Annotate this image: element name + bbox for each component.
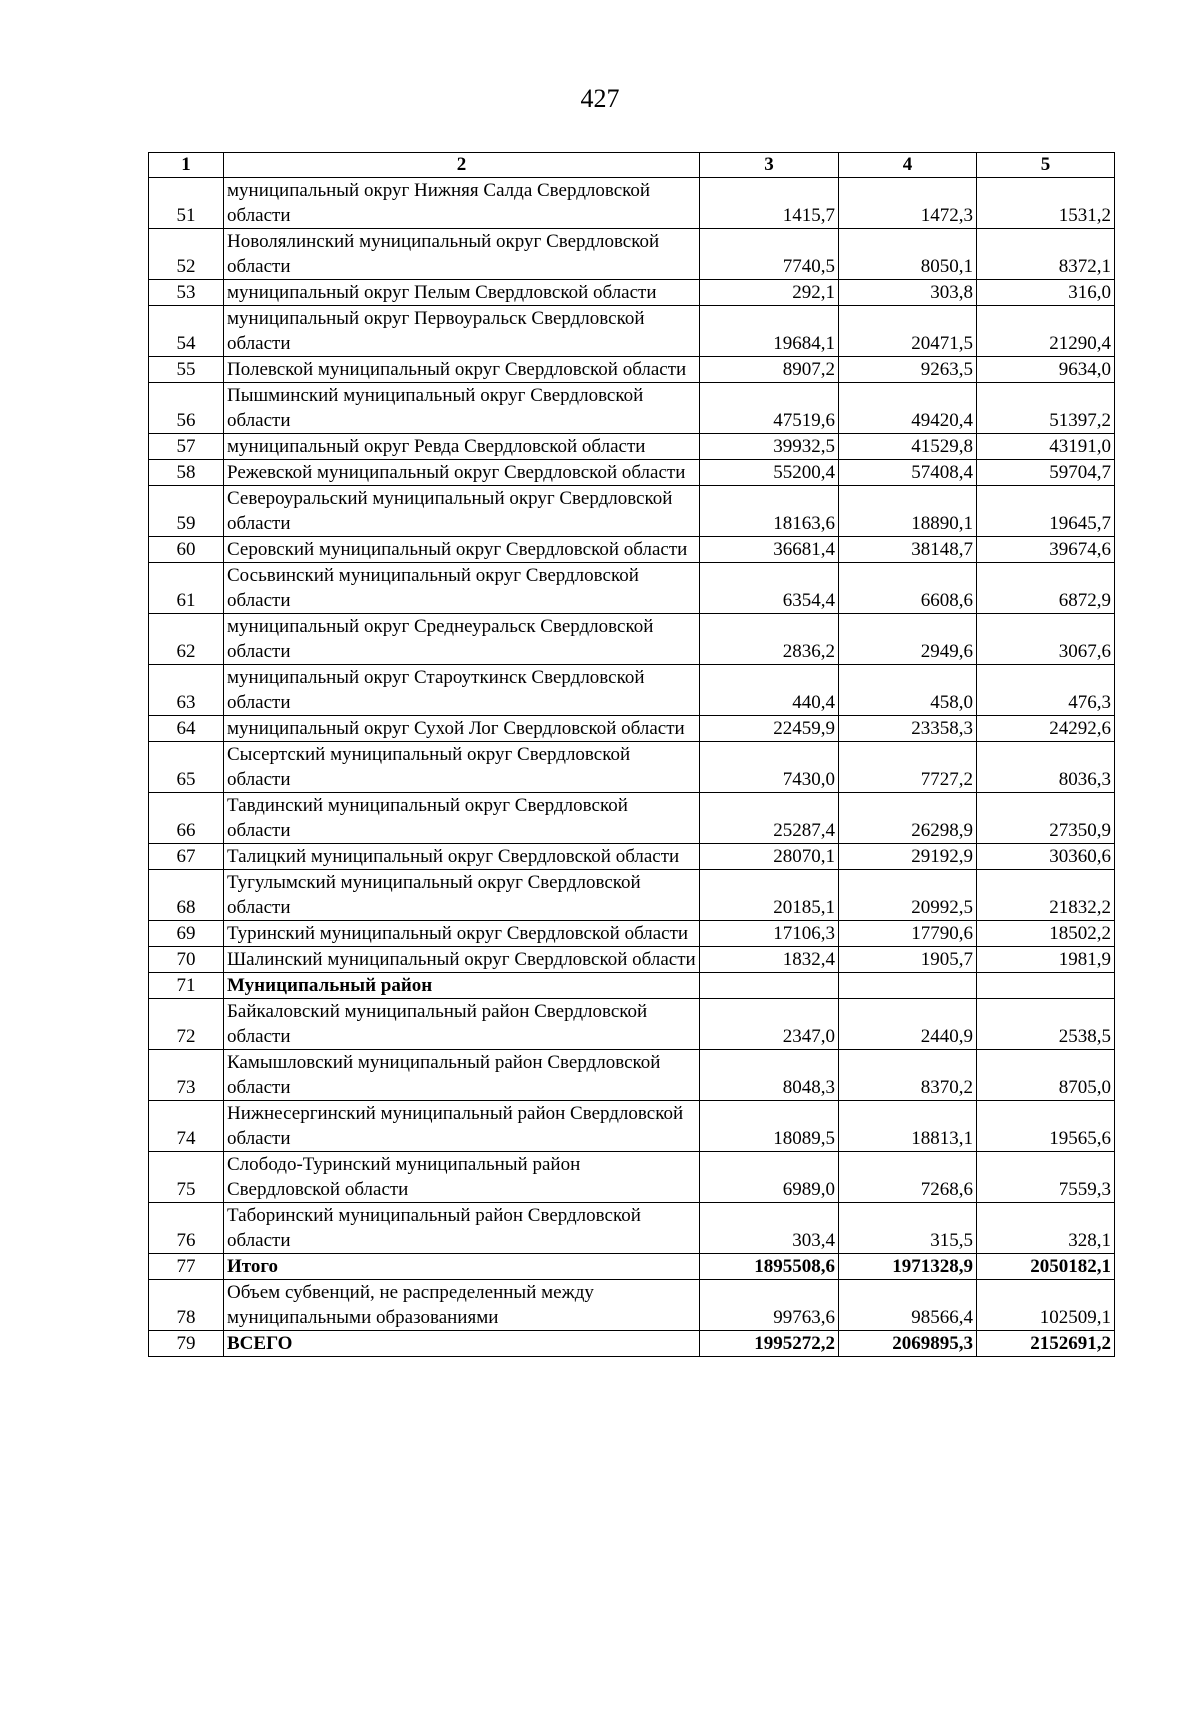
value-col4: 41529,8 [839, 434, 977, 460]
municipality-name: Сысертский муниципальный округ Свердловской области [224, 742, 700, 793]
value-col4: 1472,3 [839, 178, 977, 229]
value-col3: 25287,4 [700, 793, 839, 844]
municipality-name: Полевской муниципальный округ Свердловской области [224, 357, 700, 383]
municipality-name: Муниципальный район [224, 973, 700, 999]
table-row [149, 947, 1115, 973]
value-col4: 20471,5 [839, 306, 977, 357]
value-col5: 21832,2 [977, 870, 1115, 921]
row-number: 73 [149, 1050, 224, 1101]
row-number: 57 [149, 434, 224, 460]
table-row [149, 1280, 1115, 1331]
table-row [149, 357, 1115, 383]
municipality-name: муниципальный округ Сухой Лог Свердловской области [224, 716, 700, 742]
table-row [149, 665, 1115, 716]
value-col5: 27350,9 [977, 793, 1115, 844]
table-row [149, 434, 1115, 460]
municipality-name: Байкаловский муниципальный район Свердловской области [224, 999, 700, 1050]
value-col5: 8705,0 [977, 1050, 1115, 1101]
value-col3: 18163,6 [700, 486, 839, 537]
row-number: 62 [149, 614, 224, 665]
municipality-name: Режевской муниципальный округ Свердловской области [224, 460, 700, 486]
value-col4: 49420,4 [839, 383, 977, 434]
column-header: 2 [224, 153, 700, 178]
value-col5: 3067,6 [977, 614, 1115, 665]
value-col5: 6872,9 [977, 563, 1115, 614]
row-number: 71 [149, 973, 224, 999]
row-number: 77 [149, 1254, 224, 1280]
value-col5: 7559,3 [977, 1152, 1115, 1203]
table-row [149, 229, 1115, 280]
value-col4: 2949,6 [839, 614, 977, 665]
municipality-name: Новолялинский муниципальный округ Свердловской области [224, 229, 700, 280]
value-col3: 6354,4 [700, 563, 839, 614]
table-row [149, 1101, 1115, 1152]
table-row [149, 1203, 1115, 1254]
row-number: 69 [149, 921, 224, 947]
row-number: 78 [149, 1280, 224, 1331]
value-col5: 1531,2 [977, 178, 1115, 229]
table-body [149, 178, 1115, 1357]
table-row [149, 178, 1115, 229]
page-number: 427 [580, 84, 620, 113]
value-col5: 51397,2 [977, 383, 1115, 434]
value-col4: 8050,1 [839, 229, 977, 280]
municipality-name: ВСЕГО [224, 1331, 700, 1357]
value-col4 [839, 973, 977, 999]
value-col4: 17790,6 [839, 921, 977, 947]
row-number: 52 [149, 229, 224, 280]
table-row [149, 280, 1115, 306]
row-number: 53 [149, 280, 224, 306]
value-col5: 9634,0 [977, 357, 1115, 383]
value-col4: 18890,1 [839, 486, 977, 537]
table-row [149, 460, 1115, 486]
value-col3: 39932,5 [700, 434, 839, 460]
municipality-name: Талицкий муниципальный округ Свердловской области [224, 844, 700, 870]
value-col5: 21290,4 [977, 306, 1115, 357]
value-col3: 7430,0 [700, 742, 839, 793]
table-row [149, 742, 1115, 793]
value-col5: 8372,1 [977, 229, 1115, 280]
value-col3: 2347,0 [700, 999, 839, 1050]
table-row [149, 1331, 1115, 1357]
table-header-row [149, 153, 1115, 178]
column-header: 4 [839, 153, 977, 178]
row-number: 79 [149, 1331, 224, 1357]
table-row [149, 921, 1115, 947]
municipality-name: муниципальный округ Пелым Свердловской области [224, 280, 700, 306]
value-col3: 36681,4 [700, 537, 839, 563]
value-col5: 476,3 [977, 665, 1115, 716]
value-col3: 1895508,6 [700, 1254, 839, 1280]
table-row [149, 793, 1115, 844]
row-number: 63 [149, 665, 224, 716]
municipality-name: Слободо-Туринский муниципальный район Свердловской области [224, 1152, 700, 1203]
table-row [149, 716, 1115, 742]
row-number: 70 [149, 947, 224, 973]
value-col4: 303,8 [839, 280, 977, 306]
value-col4: 458,0 [839, 665, 977, 716]
row-number: 72 [149, 999, 224, 1050]
value-col4: 98566,4 [839, 1280, 977, 1331]
table-row [149, 844, 1115, 870]
column-header: 3 [700, 153, 839, 178]
value-col3: 8907,2 [700, 357, 839, 383]
value-col5: 18502,2 [977, 921, 1115, 947]
municipality-name: Итого [224, 1254, 700, 1280]
value-col4: 315,5 [839, 1203, 977, 1254]
table-row [149, 1050, 1115, 1101]
subvention-table [148, 152, 1115, 1357]
value-col5: 59704,7 [977, 460, 1115, 486]
municipality-name: Нижнесергинский муниципальный район Свердловской области [224, 1101, 700, 1152]
value-col5: 328,1 [977, 1203, 1115, 1254]
value-col4: 2440,9 [839, 999, 977, 1050]
value-col5: 2050182,1 [977, 1254, 1115, 1280]
row-number: 58 [149, 460, 224, 486]
row-number: 64 [149, 716, 224, 742]
value-col3: 55200,4 [700, 460, 839, 486]
column-header: 5 [977, 153, 1115, 178]
value-col3: 8048,3 [700, 1050, 839, 1101]
table-row [149, 973, 1115, 999]
value-col3: 292,1 [700, 280, 839, 306]
value-col4: 9263,5 [839, 357, 977, 383]
value-col4: 1905,7 [839, 947, 977, 973]
value-col5: 2538,5 [977, 999, 1115, 1050]
municipality-name: Камышловский муниципальный район Свердловской области [224, 1050, 700, 1101]
municipality-name: муниципальный округ Среднеуральск Свердловской области [224, 614, 700, 665]
municipality-name: Объем субвенций, не распределенный между муниципальными образованиями [224, 1280, 700, 1331]
value-col4: 20992,5 [839, 870, 977, 921]
municipality-name: Сосьвинский муниципальный округ Свердловской области [224, 563, 700, 614]
row-number: 51 [149, 178, 224, 229]
municipality-name: Североуральский муниципальный округ Свердловской области [224, 486, 700, 537]
value-col5: 39674,6 [977, 537, 1115, 563]
municipality-name: муниципальный округ Нижняя Салда Свердловской области [224, 178, 700, 229]
row-number: 75 [149, 1152, 224, 1203]
value-col4: 6608,6 [839, 563, 977, 614]
value-col5: 19565,6 [977, 1101, 1115, 1152]
value-col4: 1971328,9 [839, 1254, 977, 1280]
municipality-name: Серовский муниципальный округ Свердловской области [224, 537, 700, 563]
value-col5: 43191,0 [977, 434, 1115, 460]
municipality-name: Туринский муниципальный округ Свердловской области [224, 921, 700, 947]
row-number: 65 [149, 742, 224, 793]
row-number: 66 [149, 793, 224, 844]
table-row [149, 537, 1115, 563]
row-number: 61 [149, 563, 224, 614]
value-col3: 20185,1 [700, 870, 839, 921]
municipality-name: Пышминский муниципальный округ Свердловской области [224, 383, 700, 434]
row-number: 55 [149, 357, 224, 383]
row-number: 76 [149, 1203, 224, 1254]
value-col4: 18813,1 [839, 1101, 977, 1152]
municipality-name: муниципальный округ Первоуральск Свердловской области [224, 306, 700, 357]
row-number: 54 [149, 306, 224, 357]
table-row [149, 614, 1115, 665]
value-col4: 29192,9 [839, 844, 977, 870]
municipality-name: Тугулымский муниципальный округ Свердловской области [224, 870, 700, 921]
value-col5 [977, 973, 1115, 999]
value-col3: 47519,6 [700, 383, 839, 434]
value-col3: 2836,2 [700, 614, 839, 665]
value-col5: 1981,9 [977, 947, 1115, 973]
row-number: 56 [149, 383, 224, 434]
value-col3: 6989,0 [700, 1152, 839, 1203]
value-col4: 57408,4 [839, 460, 977, 486]
value-col5: 316,0 [977, 280, 1115, 306]
row-number: 60 [149, 537, 224, 563]
value-col4: 23358,3 [839, 716, 977, 742]
value-col5: 8036,3 [977, 742, 1115, 793]
table-row [149, 383, 1115, 434]
value-col3: 1415,7 [700, 178, 839, 229]
value-col3 [700, 973, 839, 999]
value-col5: 19645,7 [977, 486, 1115, 537]
value-col3: 18089,5 [700, 1101, 839, 1152]
value-col5: 2152691,2 [977, 1331, 1115, 1357]
value-col3: 303,4 [700, 1203, 839, 1254]
value-col4: 2069895,3 [839, 1331, 977, 1357]
value-col3: 22459,9 [700, 716, 839, 742]
row-number: 67 [149, 844, 224, 870]
municipality-name: Тавдинский муниципальный округ Свердловской области [224, 793, 700, 844]
value-col4: 26298,9 [839, 793, 977, 844]
table-row [149, 1152, 1115, 1203]
value-col3: 28070,1 [700, 844, 839, 870]
value-col4: 8370,2 [839, 1050, 977, 1101]
value-col5: 102509,1 [977, 1280, 1115, 1331]
value-col4: 7727,2 [839, 742, 977, 793]
value-col3: 99763,6 [700, 1280, 839, 1331]
municipality-name: муниципальный округ Староуткинск Свердловской области [224, 665, 700, 716]
value-col3: 440,4 [700, 665, 839, 716]
value-col3: 1995272,2 [700, 1331, 839, 1357]
municipality-name: Таборинский муниципальный район Свердловской области [224, 1203, 700, 1254]
table-row [149, 306, 1115, 357]
table-row [149, 999, 1115, 1050]
value-col5: 30360,6 [977, 844, 1115, 870]
row-number: 74 [149, 1101, 224, 1152]
value-col3: 19684,1 [700, 306, 839, 357]
row-number: 68 [149, 870, 224, 921]
municipality-name: муниципальный округ Ревда Свердловской области [224, 434, 700, 460]
value-col4: 7268,6 [839, 1152, 977, 1203]
row-number: 59 [149, 486, 224, 537]
value-col5: 24292,6 [977, 716, 1115, 742]
value-col4: 38148,7 [839, 537, 977, 563]
column-header: 1 [149, 153, 224, 178]
table-row [149, 1254, 1115, 1280]
municipality-name: Шалинский муниципальный округ Свердловской области [224, 947, 700, 973]
value-col3: 1832,4 [700, 947, 839, 973]
table-row [149, 870, 1115, 921]
value-col3: 7740,5 [700, 229, 839, 280]
table-row [149, 563, 1115, 614]
value-col3: 17106,3 [700, 921, 839, 947]
table-row [149, 486, 1115, 537]
